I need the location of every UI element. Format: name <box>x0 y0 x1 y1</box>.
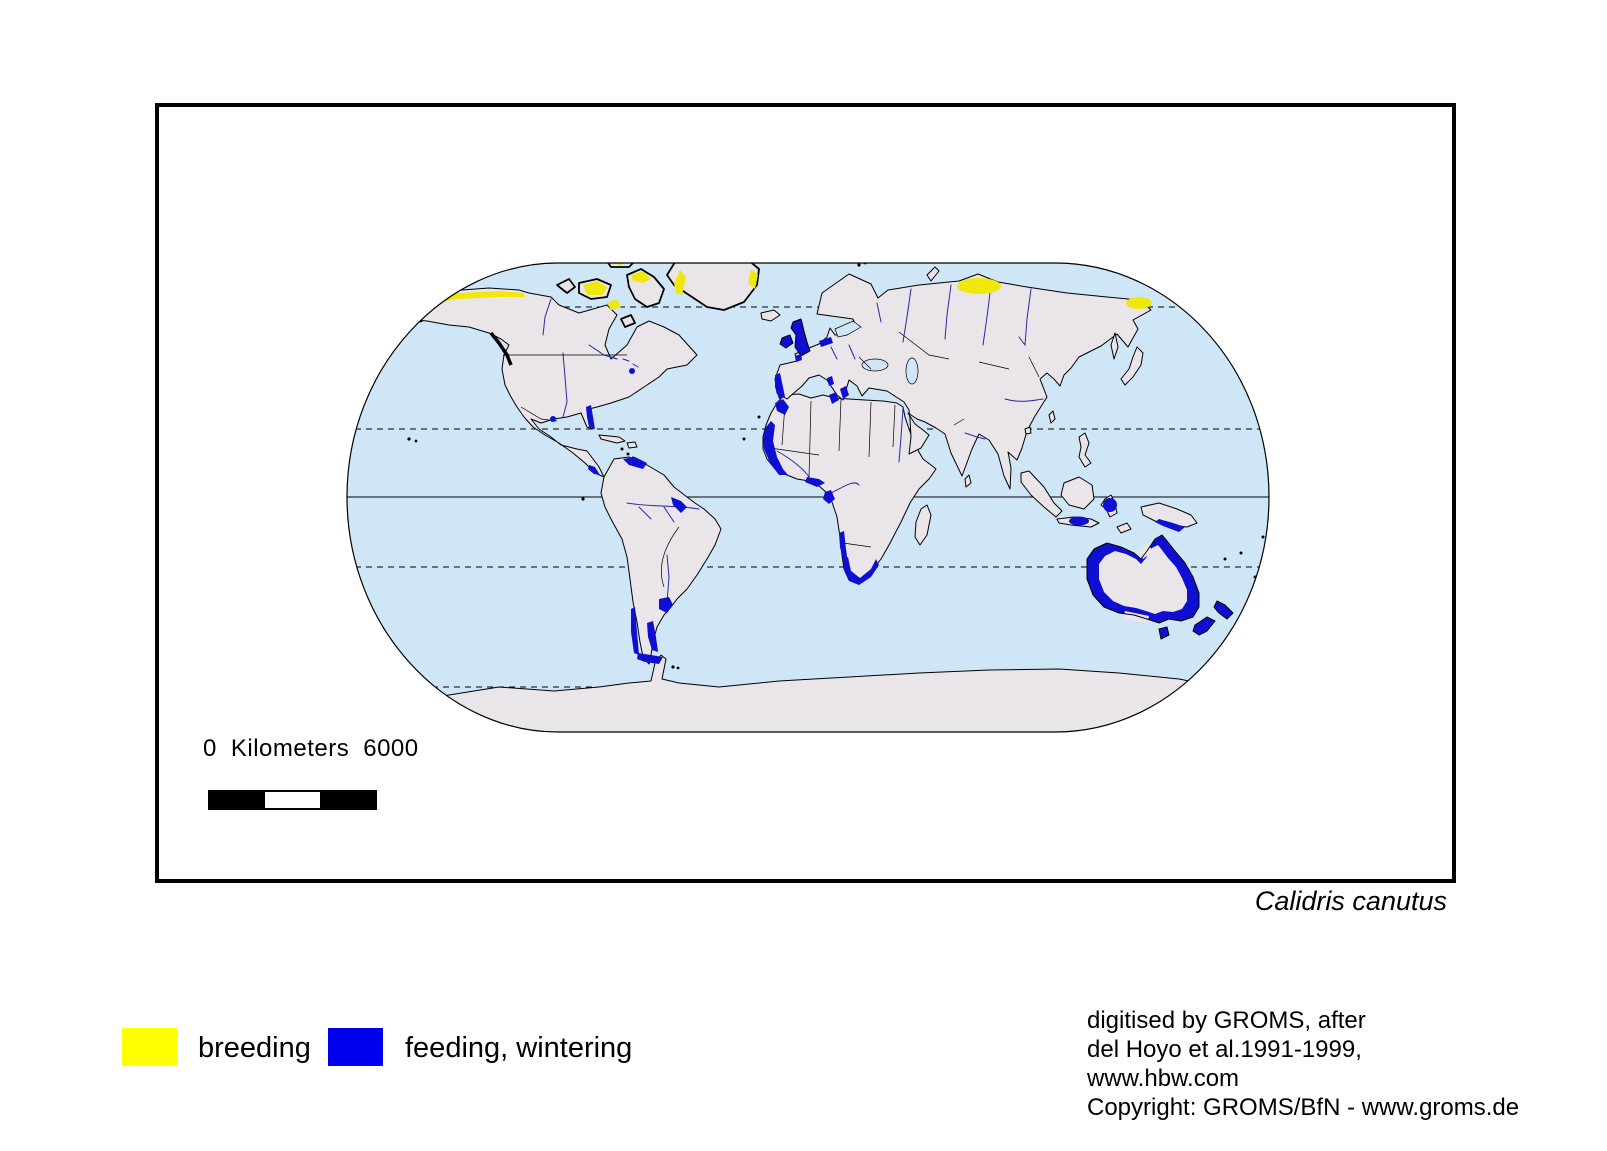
breeding-swatch <box>122 1028 177 1066</box>
scale-bar <box>208 790 377 810</box>
credits-line: Copyright: GROMS/BfN - www.groms.de <box>1087 1094 1520 1121</box>
credits-line: digitised by GROMS, after <box>1087 1007 1366 1034</box>
scale-bar-labels <box>203 735 433 763</box>
scale-segment-black <box>210 792 265 808</box>
scale-zero-label: 0 <box>203 735 217 762</box>
scale-segment-black <box>320 792 375 808</box>
credits <box>1087 1006 1519 1122</box>
credits-line: www.hbw.com <box>1087 1065 1240 1092</box>
species-title: Calidris canutus <box>1254 886 1447 916</box>
map-frame <box>155 103 1456 883</box>
hispaniola <box>627 442 637 448</box>
scale-max-label: 6000 <box>363 735 419 762</box>
credits-line: del Hoyo et al.1991-1999, <box>1087 1036 1362 1063</box>
scale-segment-white <box>265 792 320 808</box>
scale-unit-label: Kilometers <box>230 735 350 762</box>
feeding-wintering-swatch <box>328 1028 383 1066</box>
world-map <box>159 107 1452 879</box>
caspian-sea <box>906 358 918 384</box>
breeding-label: breeding <box>198 1032 311 1064</box>
black-sea <box>862 359 888 371</box>
feeding-wintering-label: feeding, wintering <box>405 1032 633 1064</box>
